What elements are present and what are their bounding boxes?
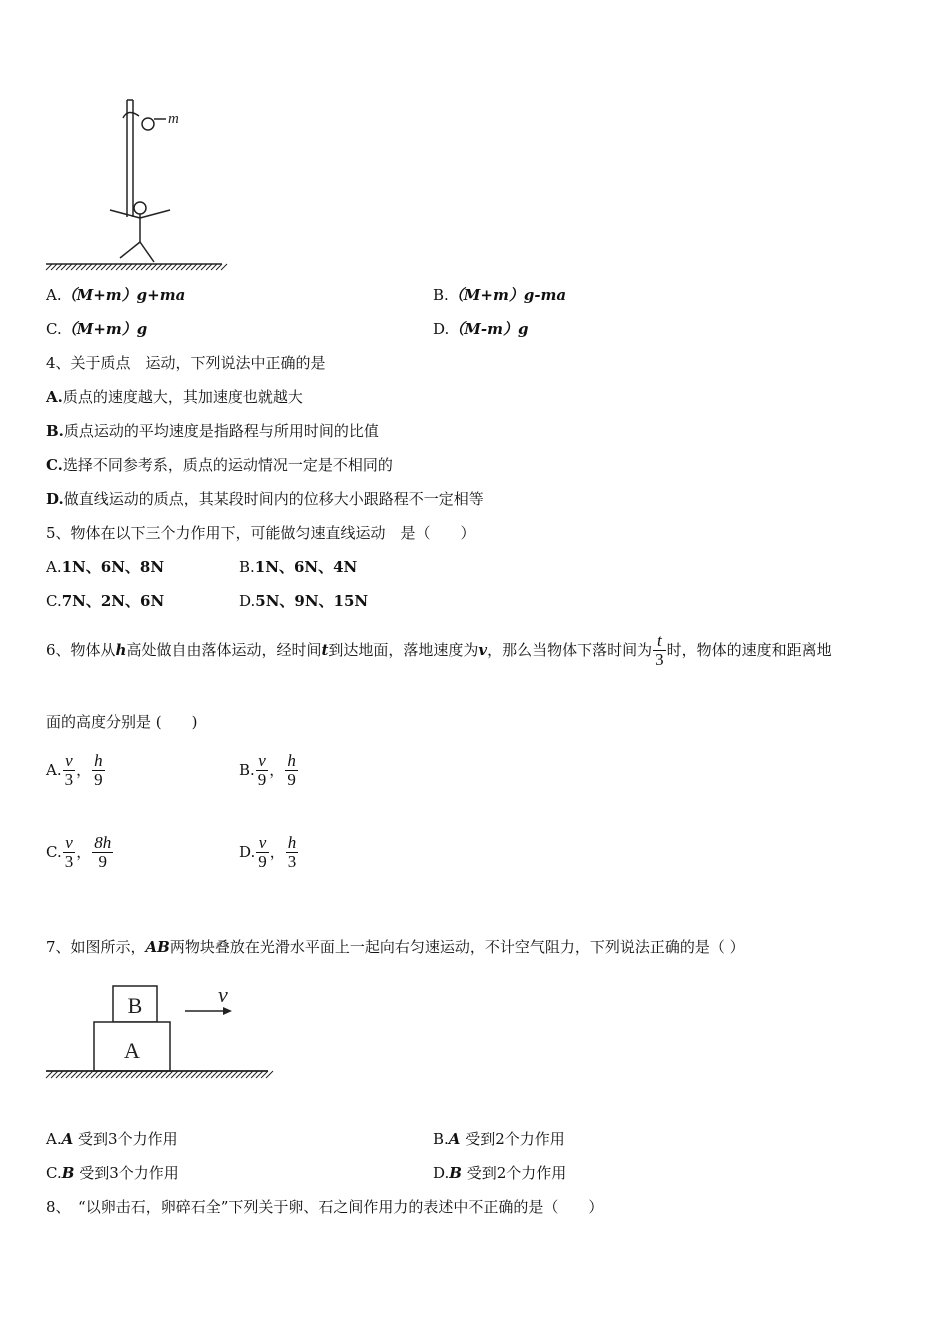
q5-stem: 5、物体在以下三个力作用下，可能做匀速直线运动 是（ ） [46,524,476,542]
hatch-mark [131,264,137,270]
person-head [134,202,146,214]
q6-time-fraction: $\frac{t}{3}$ [655,630,664,669]
pole-person-figure [40,92,240,277]
q3-option-b[interactable]: B.（M+m）g-ma [433,286,567,304]
mass-label: m [168,111,179,127]
hatch-mark [116,264,122,270]
hatch-mark [81,264,87,270]
q3-option-c[interactable]: C.（M+m）g [46,320,148,338]
velocity-fraction: $\frac{v}{9}$ [258,832,267,871]
block-b-label: B [127,993,143,1018]
hatch-mark [156,264,162,270]
hatch-mark [201,264,207,270]
q5-option-d[interactable]: D.5N、9N、15N [239,592,369,610]
hatch-mark [181,264,187,270]
hatch-mark [171,264,177,270]
hatch-mark [86,264,92,270]
q8-stem: 8、 “以卵击石，卵碎石全”下列关于卵、石之间作用力的表述中不正确的是（ ） [46,1198,604,1216]
hatch-mark [51,264,57,270]
hatch-mark [146,264,152,270]
hatch-mark [66,264,72,270]
hatch-mark [191,264,197,270]
hatch-mark [76,264,82,270]
ground-hatch [46,1071,273,1078]
q4-option-d[interactable]: D.做直线运动的质点，其某段时间内的位移大小跟路程不一定相等 [46,490,484,508]
velocity-arrowhead [223,1007,232,1015]
q4-option-b[interactable]: B.质点运动的平均速度是指路程与所用时间的比值 [46,422,379,440]
q4-stem: 4、关于质点 运动，下列说法中正确的是 [46,354,326,372]
hatch-mark [151,264,157,270]
ground-hatch [46,264,227,270]
block-a-label: A [124,1038,140,1063]
hatch-mark [126,264,132,270]
hatch-mark [111,264,117,270]
hatch-mark [136,264,142,270]
velocity-fraction: $\frac{v}{3}$ [64,832,74,871]
q5-option-c[interactable]: C.7N、2N、6N [46,592,165,610]
height-fraction: $\frac{h}{9}$ [287,750,296,789]
q6-option-a[interactable]: A. $\frac{v}{3}$ ， $\frac{h}{9}$ [46,750,103,789]
hatch-mark [186,264,192,270]
q6-stem-line1: 6、物体从 h 高处做自由落体运动，经时间 t 到达地面，落地速度为 v ，那么当物体下落时间为 $\frac{t}{3}$ 时，物体的速度和距离地 [46,630,832,669]
q7-option-d[interactable]: D.B 受到2个力作用 [433,1164,567,1182]
hatch-mark [91,264,97,270]
ring-mass [142,118,154,130]
hatch-mark [176,264,182,270]
q4-option-a[interactable]: A.质点的速度越大，其加速度也就越大 [46,388,303,406]
q3-option-d[interactable]: D.（M-m）g [433,320,529,338]
hatch-mark [61,264,67,270]
q5-option-a[interactable]: A.1N、6N、8N [46,558,165,576]
hatch-mark [121,264,127,270]
height-fraction: $\frac{8h}{9}$ [94,832,112,871]
hatch-mark [106,264,112,270]
hatch-mark [216,264,222,270]
velocity-fraction: $\frac{v}{9}$ [257,750,267,789]
height-fraction: $\frac{h}{3}$ [287,832,297,871]
velocity-fraction: $\frac{v}{3}$ [64,750,74,789]
hatch-mark [161,264,167,270]
q5-option-b[interactable]: B.1N、6N、4N [239,558,358,576]
ring-hook [123,112,139,118]
hatch-mark [166,264,172,270]
q7-option-b[interactable]: B.A 受到2个力作用 [433,1130,565,1148]
q6-option-d[interactable]: D. $\frac{v}{9}$ ， $\frac{h}{3}$ [239,832,297,871]
q7-option-c[interactable]: C.B 受到3个力作用 [46,1164,179,1182]
person-left-leg [120,242,140,258]
height-fraction: $\frac{h}{9}$ [94,750,103,789]
hatch-mark [46,264,52,270]
q7-stem: 7、如图所示，AB两物块叠放在光滑水平面上一起向右匀速运动，不计空气阻力，下列说法正确的是（ ） [46,938,745,956]
q6-option-c[interactable]: C. $\frac{v}{3}$ ， $\frac{8h}{9}$ [46,832,112,871]
stacked-blocks-figure [40,978,280,1088]
hatch-mark [211,264,217,270]
person-right-leg [140,242,154,262]
q4-option-c[interactable]: C.选择不同参考系，质点的运动情况一定是不相同的 [46,456,393,474]
q6-stem-line2: 面的高度分别是 ( ) [46,713,198,731]
q6-option-b[interactable]: B. $\frac{v}{9}$ ， $\frac{h}{9}$ [239,750,296,789]
q7-option-a[interactable]: A.A 受到3个力作用 [46,1130,178,1148]
hatch-mark [56,264,62,270]
hatch-mark [141,264,147,270]
hatch-mark [206,264,212,270]
hatch-mark [221,264,227,270]
q3-option-a[interactable]: A.（M+m）g+ma [46,286,186,304]
hatch-mark [96,264,102,270]
hatch-mark [71,264,77,270]
hatch-mark [196,264,202,270]
hatch-mark [101,264,107,270]
velocity-label: v [218,982,228,1007]
